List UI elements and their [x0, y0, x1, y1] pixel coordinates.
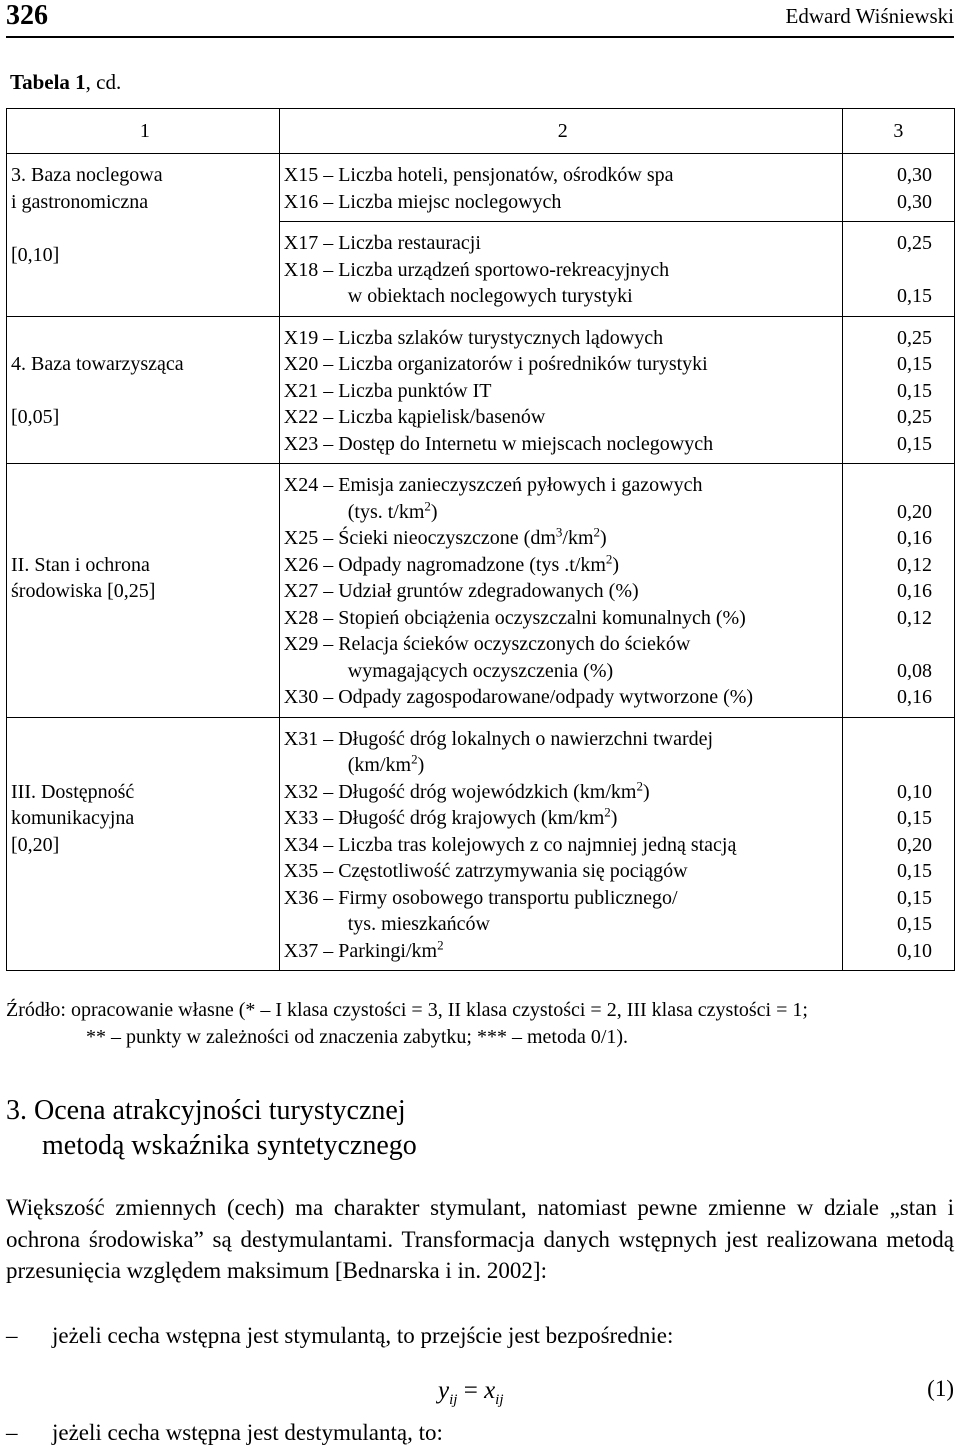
- weight-x29: 0,08: [897, 659, 932, 682]
- category-cell: [7, 316, 280, 464]
- indicator-x24: X24 – Emisja zanieczyszczeń pyłowych i gazowych: [283, 474, 703, 496]
- formula-x-sub: ij: [495, 1392, 504, 1408]
- weight-x21: 0,15: [897, 379, 932, 402]
- indicator-x23: X23 – Dostęp do Internetu w miejscach noclegowych: [283, 432, 714, 455]
- indicator-x29: X29 – Relacja ścieków oczyszczonych do ścieków: [283, 633, 691, 655]
- category-line: III. Dostępność: [11, 780, 135, 803]
- indicator-x18: X18 – Liczba urządzeń sportowo-rekreacyjnych: [283, 258, 670, 281]
- table-row: [7, 717, 955, 971]
- weight-blank: [843, 752, 932, 779]
- indicator-cell: [279, 316, 842, 464]
- indicator-x36: X36 – Firmy osobowego transportu publicznego/: [283, 886, 678, 909]
- body-paragraph: Większość zmiennych (cech) ma charakter stymulant, natomiast pewne zmienne w dziale „stan i ochrona środowiska” są destymulantami. Transformacja danych wstępnych jest realizowana metodą przesunięcia względem maksimum [Bednarska i in. 2002]:: [6, 1195, 954, 1283]
- formula-eq: =: [457, 1377, 485, 1404]
- col-header-2: 2: [279, 109, 842, 154]
- indicator-x29-cont: wymagających oczyszczenia (%): [347, 659, 614, 682]
- weight-x18: 0,15: [897, 285, 932, 307]
- category-cell: [7, 154, 280, 317]
- indicator-x25: X25 – Ścieki nieoczyszczone $(dm^3/km^2)$: [283, 524, 607, 549]
- table-header-row: [7, 109, 955, 154]
- indicator-x20: X20 – Liczba organizatorów i pośredników turystyki: [283, 353, 708, 375]
- weight-x32: 0,15: [897, 807, 932, 829]
- source-note: [6, 997, 954, 1051]
- category-weight: [0,05]: [11, 406, 60, 428]
- weight-x37: 0,10: [897, 939, 932, 962]
- category-line: komunikacyjna: [11, 807, 135, 829]
- weight-x30: 0,16: [897, 686, 932, 708]
- indicator-x24-cont: (tys. $t/km^2$): [347, 497, 438, 523]
- list-dash: –: [6, 1323, 18, 1348]
- weights-table: [6, 108, 955, 971]
- weight-x16: 0,30: [897, 190, 932, 213]
- section-heading: [6, 1093, 417, 1163]
- col-header-1: 1: [7, 109, 280, 154]
- category-weight: [0,10]: [11, 243, 60, 266]
- weight-x23: 0,15: [897, 432, 932, 455]
- weight-x25: 0,16: [897, 527, 932, 549]
- table-caption-label: Tabela 1: [10, 70, 86, 94]
- weight-cell: [842, 154, 954, 222]
- weight-blank: [843, 257, 932, 284]
- table-row: [7, 154, 955, 222]
- formula-y: y: [438, 1377, 450, 1404]
- category-weight: [0,20]: [11, 833, 60, 856]
- indicator-x36-cont: tys. mieszkańców: [347, 913, 490, 935]
- section-heading-line: metodą wskaźnika syntetycznego: [42, 1130, 417, 1161]
- category-line: 4. Baza towarzysząca: [11, 353, 184, 375]
- source-note-line: Źródło: opracowanie własne (* – I klasa czystości = 3, II klasa czystości = 2, III klasa czystości = 1;: [6, 999, 808, 1021]
- indicator-x27: X27 – Udział gruntów zdegradowanych (%): [283, 580, 639, 602]
- section-heading-line: 3. Ocena atrakcyjności turystycznej: [6, 1095, 406, 1126]
- indicator-x32: X32 – Długość dróg wojewódzkich $(km/km^2)$: [283, 777, 650, 803]
- category-line: i gastronomiczna: [11, 190, 149, 213]
- weight-cell: [842, 316, 954, 464]
- indicator-x19: X19 – Liczba szlaków turystycznych lądowych: [283, 326, 664, 349]
- running-author: Edward Wiśniewski: [785, 4, 954, 28]
- weight-blank: [843, 631, 932, 658]
- weight-x20: 0,15: [897, 353, 932, 375]
- category-line: środowiska [0,25]: [11, 580, 156, 602]
- indicator-x31-cont: $(km/km^2)$: [347, 751, 425, 776]
- list-item-text: jeżeli cecha wstępna jest stymulantą, to przejście jest bezpośrednie:: [52, 1323, 674, 1348]
- category-cell: [7, 464, 280, 718]
- table-caption-rest: , cd.: [85, 70, 122, 94]
- weight-cell: [842, 222, 954, 317]
- weight-x15: 0,30: [897, 164, 932, 186]
- formula-y-sub: ij: [449, 1392, 458, 1408]
- table-caption: [10, 70, 121, 95]
- formula: [438, 1377, 504, 1409]
- weight-blank: [843, 726, 932, 753]
- indicator-x17: X17 – Liczba restauracji: [283, 232, 481, 254]
- equation-number: (1): [927, 1376, 954, 1401]
- weight-x33: 0,20: [897, 833, 932, 856]
- weight-blank: [843, 472, 932, 499]
- weight-x36: 0,15: [897, 913, 932, 935]
- indicator-cell: [279, 717, 842, 971]
- weight-x26: 0,12: [897, 553, 932, 576]
- indicator-cell: [279, 464, 842, 718]
- weight-x28: 0,12: [897, 606, 932, 629]
- indicator-x18-cont: w obiektach noclegowych turystyki: [347, 285, 633, 307]
- weight-x31: 0,10: [897, 780, 932, 803]
- indicator-x21: X21 – Liczba punktów IT: [283, 379, 492, 402]
- indicator-x31: X31 – Długość dróg lokalnych o nawierzchni twardej: [283, 727, 714, 750]
- category-line: [11, 215, 279, 242]
- indicator-x15: X15 – Liczba hoteli, pensjonatów, ośrodków spa: [283, 164, 674, 186]
- category-line: 3. Baza noclegowa: [11, 164, 163, 186]
- indicator-x28: X28 – Stopień obciążenia oczyszczalni komunalnych (%): [283, 606, 746, 629]
- indicator-x22: X22 – Liczba kąpielisk/basenów: [283, 406, 546, 428]
- category-line: II. Stan i ochrona: [11, 553, 150, 576]
- header-rule: [6, 36, 954, 38]
- weight-x19: 0,25: [897, 326, 932, 349]
- table-row: [7, 316, 955, 464]
- weight-cell: [842, 717, 954, 971]
- indicator-x35: X35 – Częstotliwość zatrzymywania się pociągów: [283, 860, 688, 882]
- indicator-x16: X16 – Liczba miejsc noclegowych: [283, 190, 562, 213]
- page-header: [6, 0, 954, 40]
- weight-cell: [842, 464, 954, 718]
- indicator-cell: [279, 154, 842, 222]
- weight-x22: 0,25: [897, 406, 932, 428]
- list-item-text: jeżeli cecha wstępna jest destymulantą, to:: [52, 1420, 443, 1445]
- weight-x34: 0,15: [897, 860, 932, 882]
- weight-x35: 0,15: [897, 886, 932, 909]
- indicator-x34: X34 – Liczba tras kolejowych z co najmniej jedną stacją: [283, 833, 737, 856]
- indicator-x33: X33 – Długość dróg krajowych $(km/km^2)$: [283, 804, 618, 829]
- category-line: [11, 378, 279, 405]
- weight-x27: 0,16: [897, 580, 932, 602]
- indicator-x26: X26 – Odpady nagromadzone (tys $.t/km^2$): [283, 550, 620, 576]
- weight-x24: 0,20: [897, 500, 932, 523]
- category-cell: [7, 717, 280, 971]
- indicator-x30: X30 – Odpady zagospodarowane/odpady wytworzone (%): [283, 686, 754, 708]
- weight-x17: 0,25: [897, 232, 932, 254]
- formula-x: x: [484, 1377, 496, 1404]
- table-row: [7, 464, 955, 718]
- page-number: 326: [6, 0, 48, 31]
- list-dash: –: [6, 1420, 18, 1445]
- col-header-3: 3: [842, 109, 954, 154]
- indicator-cell: [279, 222, 842, 317]
- source-note-line: ** – punkty w zależności od znaczenia zabytku; *** – metoda 0/1).: [86, 1026, 629, 1048]
- indicator-x37: X37 – Parkingi/$km^2$: [283, 936, 444, 962]
